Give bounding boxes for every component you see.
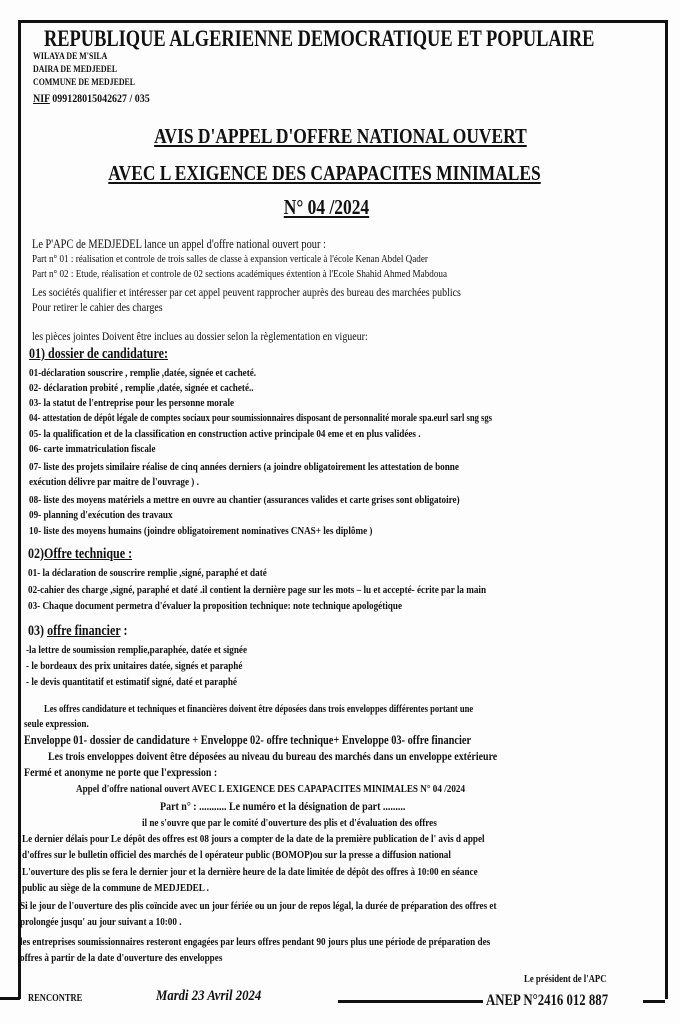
list-item: 09- planning d'exécution des travaux xyxy=(29,509,173,521)
offres-line1: Les offres candidature et techniques et financières doivent être déposées dans trois enveloppes différentes portant une xyxy=(44,703,474,715)
section-technique-title: 02)Offre technique : xyxy=(28,546,133,562)
ouverture-line1: L'ouverture des plis se fera le dernier jour et la dernière heure de la date limitée de dépôt des offres à 10:00 en séance xyxy=(22,866,478,878)
list-item: 03- la statut de l'entreprise pour les personne morale xyxy=(29,397,235,409)
notice-title-line2: AVEC L EXIGENCE DES CAPAPACITES MINIMALES xyxy=(108,161,542,185)
trois-enveloppes-line1: Les trois enveloppes doivent être déposées au niveau du bureau des marchés dans un enveloppe extérieure xyxy=(48,749,498,763)
section-candidature-title: 01) dossier de candidature: xyxy=(29,346,168,362)
list-item: 08- liste des moyens matériels a mettre en ouvre au chantier (assurances valides et carte grises sont obligatoire) xyxy=(29,494,460,506)
footer-rule-right xyxy=(643,1000,665,1003)
engagement-line1: les entreprises soumissionnaires resteront engagées par leurs offres pendant 90 jours plus une période de préparation des xyxy=(20,936,491,948)
ouverture-line2: public au siège de la commune de MEDJEDEL . xyxy=(22,882,209,894)
intro-lead: Le P'APC de MEDJEDEL lance un appel d'offre national ouvert pour : xyxy=(32,237,326,251)
enveloppes-line: Enveloppe 01- dossier de candidature + Enveloppe 02- offre technique+ Enveloppe 03- offre financier xyxy=(24,733,472,747)
nif-value: 099128015042627 / 035 xyxy=(49,91,150,105)
notice-title-line1: AVIS D'APPEL D'OFFRE NATIONAL OUVERT xyxy=(153,124,527,148)
footer-rule-left xyxy=(0,997,20,1000)
list-item: 04- attestation de dépôt légale de comptes sociaux pour soumissionnaires disposant de personnalité morale spa.eurl sarl sng sgs xyxy=(29,412,493,424)
delai-line1: Le dernier délais pour Le dépôt des offres est 08 jours a compter de la date de la première publication de l' avis d appel xyxy=(22,833,485,845)
anep-number: ANEP N°2416 012 887 xyxy=(486,992,609,1009)
list-item: 07- liste des projets similaire réalise de cinq années derniers (a joindre obligatoirement les attestation de bonne xyxy=(29,461,459,473)
publication-date: Mardi 23 Avril 2024 xyxy=(156,988,262,1004)
list-item: 03- Chaque document permetra d'évaluer la proposition technique: note technique apologétique xyxy=(28,600,403,612)
expression-line2: Part n° : ........... Le numéro et la désignation de part ......... xyxy=(160,799,406,813)
companies-line1: Les sociétés qualifier et intéresser par cet appel peuvent rapprocher auprès des bureau des marchées publics xyxy=(32,285,461,299)
list-item: - le bordeaux des prix unitaires datée, signés et paraphé xyxy=(26,660,243,672)
expression-line1: Appel d'offre national ouvert AVEC L EXIGENCE DES CAPAPACITES MINIMALES N° 04 /2024 xyxy=(76,783,466,795)
daira: DAIRA DE MEDJEDEL xyxy=(33,65,118,75)
notice-number: N° 04 /2024 xyxy=(283,195,369,219)
expression-line3: il ne s'ouvre que par le comité d'ouverture des plis et d'évaluation des offres xyxy=(142,817,437,829)
trois-enveloppes-line2: Fermé et anonyme ne porte que l'expression : xyxy=(24,765,218,779)
nif xyxy=(33,91,150,106)
signature: Le président de l'APC xyxy=(524,974,607,985)
list-item: 06- carte immatriculation fiscale xyxy=(29,443,156,455)
companies-line2: Pour retirer le cahier des charges xyxy=(32,300,163,314)
nif-label: NIF xyxy=(33,91,50,105)
offres-line2: seule expression. xyxy=(24,718,89,730)
list-item: exécution délivre par maitre de l'ouvrage ) . xyxy=(29,476,199,488)
list-item: 02-cahier des charge ,signé, paraphé et daté .il contient la dernière page sur les mots – lu et accepté- écrite par la main xyxy=(28,584,487,596)
footer-rule-middle xyxy=(338,1000,483,1003)
ferie-line1: Si le jour de l'ouverture des plis coïncide avec un jour fériée ou un jour de repos légal, la durée de préparation des offres et xyxy=(20,900,497,912)
delai-line2: d'offres sur le bulletin officiel des marchés de l opérateur public (BOMOP)ou sur la presse a diffusion national xyxy=(22,849,451,861)
list-item: 10- liste des moyens humains (joindre obligatoirement nominatives CNAS+ les diplôme ) xyxy=(29,525,373,537)
list-item: -la lettre de soumission remplie,paraphée, datée et signée xyxy=(26,644,248,656)
part-1: Part n° 01 : réalisation et controle de trois salles de classe à expansion verticale à l'école Kenan Abdel Qader xyxy=(32,253,428,265)
list-item: - le devis quantitatif et estimatif signé, daté et paraphé xyxy=(26,676,237,688)
engagement-line2: offres à partir de la date d'ouverture des enveloppes xyxy=(20,952,223,964)
part-2: Part n° 02 : Etude, réalisation et controle de 02 sections académiques éxtention à l'Ecole Shahid Ahmed Mabdoua xyxy=(32,268,448,280)
wilaya: WILAYA DE M'SILA xyxy=(33,52,108,62)
section-financier-title: 03) offre financier : xyxy=(28,623,128,639)
republic-heading: REPUBLIQUE ALGERIENNE DEMOCRATIQUE ET POPULAIRE xyxy=(44,26,595,51)
commune: COMMUNE DE MEDJEDEL xyxy=(33,78,136,88)
pieces-jointes: les pièces jointes Doivent être inclues au dossier selon la règlementation en vigueur: xyxy=(32,329,368,343)
list-item: 02- déclaration probité , remplie ,datée, signée et cacheté.. xyxy=(29,382,254,394)
list-item: 05- la qualification et de la classification en construction active principale 04 eme et en plus validées . xyxy=(29,428,421,440)
ferie-line2: prolongée jusqu' au jour suivant a 10:00 . xyxy=(20,916,182,928)
list-item: 01- la déclaration de souscrire remplie ,signé, paraphé et daté xyxy=(28,567,267,579)
newspaper-name: RENCONTRE xyxy=(28,993,83,1004)
list-item: 01-déclaration souscrire , remplie ,datée, signée et cacheté. xyxy=(29,367,257,379)
